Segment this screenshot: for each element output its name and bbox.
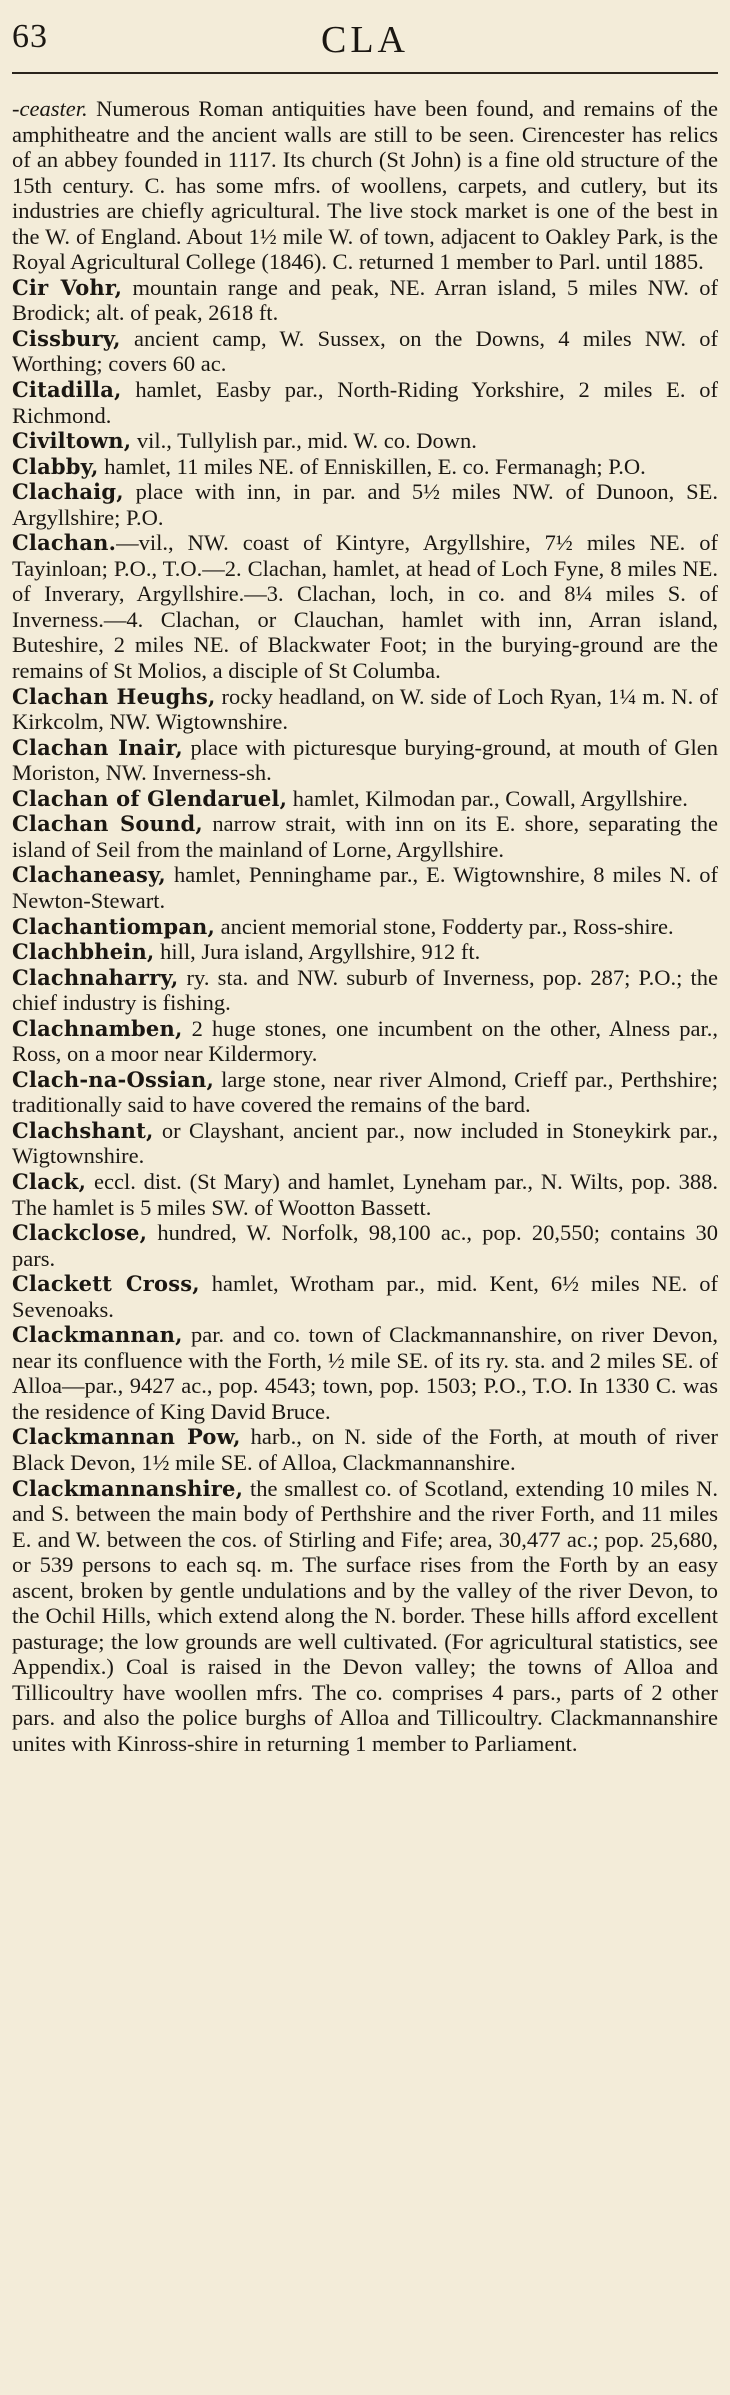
entry-text: hamlet, Easby par., North-Riding Yorkshire, 2 miles E. of Richmond. — [12, 377, 718, 428]
entry-clackmannan-pow — [12, 1424, 718, 1475]
entry-headword: Clachantiompan, — [12, 913, 216, 939]
entry-clackmannanshire — [12, 1476, 718, 1757]
entry-headword: Clachan Sound, — [12, 811, 203, 837]
entry-clackmannan — [12, 1322, 718, 1424]
entry-text: hamlet, Kilmodan par., Cowall, Argyllshire. — [287, 785, 688, 811]
entry-clach-na-ossian — [12, 1067, 718, 1118]
entry-cir-vohr — [12, 275, 718, 326]
entry-clachan-of-glendaruel — [12, 786, 718, 812]
entry-text: large stone, near river Almond, Crieff par., Perthshire; traditionally said to have covered the remains of the bard. — [12, 1066, 718, 1118]
entry-headword: Clackmannan, — [12, 1322, 183, 1348]
entry-clachnaharry — [12, 965, 718, 1016]
entry-clackclose — [12, 1220, 718, 1271]
entry-headword: Clack, — [12, 1168, 87, 1194]
entry-text: vil., Tullylish par., mid. W. co. Down. — [131, 428, 477, 454]
entry-clachshant — [12, 1118, 718, 1169]
entry-text: —vil., NW. coast of Kintyre, Argyllshire, 7½ miles NE. of Tayinloan; P.O., T.O.—2. Clachan, hamlet, at head of Loch Fyne, 8 miles NE. of Inverary, Argyllshire.—3. Clachan, loch, in co. and 8¼ miles S. of Inverness.—4. Clachan, or Clauchan, hamlet with inn, Arran island, Buteshire, 2 miles NE. of Blackwater Foot; in the burying-ground are the remains of St Molios, a disciple of St Columba. — [12, 530, 718, 684]
entry-clachnamben — [12, 1016, 718, 1067]
entry-text: place with inn, in par. and 5½ miles NW. of Dunoon, SE. Argyllshire; P.O. — [12, 479, 718, 530]
entry-headword: Cir Vohr, — [12, 274, 123, 300]
entry-headword: Clachnamben, — [12, 1015, 183, 1041]
entry-text: hundred, W. Norfolk, 98,100 ac., pop. 20,550; contains 30 pars. — [12, 1220, 718, 1271]
running-head: CLA — [321, 19, 409, 61]
entry-text: hamlet, Wrotham par., mid. Kent, 6½ miles NE. of Sevenoaks. — [12, 1271, 718, 1322]
entry-clachan-sound — [12, 811, 718, 862]
entry-headword: Clachshant, — [12, 1117, 154, 1143]
entries-column — [12, 74, 718, 1757]
entry-headword: Civiltown, — [12, 428, 132, 454]
entry-cissbury — [12, 326, 718, 377]
entry-clachaig — [12, 479, 718, 530]
entry-citadilla — [12, 377, 718, 428]
entry-headword: Clachaig, — [12, 479, 124, 505]
entry-text: the smallest co. of Scotland, extending 10 miles N. and S. between the main body of Perthshire and the river Forth, and 11 miles E. and W. between the cos. of Stirling and Fife; area, 30,477 ac.; pop. 25,680, or 539 persons to each sq. m. The surface rises from the Forth by an easy ascent, broken by gentle undulations and by the valley of the river Devon, to the Ochil Hills, which extend along the N. border. These hills afford excellent pasturage; the low grounds are well cultivated. (For agricultural statistics, see Appendix.) Coal is raised in the Devon valley; the towns of Alloa and Tillicoultry have woollen mfrs. The co. comprises 4 pars., parts of 2 other pars. and also the police burghs of Alloa and Tillicoultry. Clackmannanshire unites with Kinross-shire in returning 1 member to Parliament. — [12, 1475, 718, 1756]
entry-headword: Clachaneasy, — [12, 862, 166, 888]
entry-text: ry. sta. and NW. suburb of Inverness, pop. 287; P.O.; the chief industry is fishing. — [12, 964, 718, 1016]
entry-headword: Citadilla, — [12, 377, 122, 403]
continuation-lead: -ceaster. — [12, 96, 88, 121]
entry-text: ancient memorial stone, Fodderty par., Ross-shire. — [215, 913, 674, 939]
entry-headword: Clachnaharry, — [12, 964, 179, 990]
entry-headword: Clachbhein, — [12, 939, 155, 965]
entry-clachantiompan — [12, 914, 718, 940]
entry-text: Numerous Roman antiquities have been found, and remains of the amphitheatre and the ancient walls are still to be seen. Cirencester has relics of an abbey founded in 1117. Its church (St John) is a fine old structure of the 15th century. C. has some mfrs. of woollens, carpets, and cutlery, but its industries are chiefly agricultural. The live stock market is one of the best in the W. of England. About 1½ mile W. of town, adjacent to Oakley Park, is the Royal Agricultural College (1846). C. returned 1 member to Parl. until 1885. — [12, 96, 718, 275]
entry-text: par. and co. town of Clackmannanshire, on river Devon, near its confluence with the Forth, ½ mile SE. of its ry. sta. and 2 miles SE. of Alloa—par., 9427 ac., pop. 4543; town, pop. 1503; P.O., T.O. In 1330 C. was the residence of King David Bruce. — [12, 1322, 718, 1424]
entry-civiltown — [12, 428, 718, 454]
entry-text: narrow strait, with inn on its E. shore, separating the island of Seil from the mainland of Lorne, Argyllshire. — [12, 811, 719, 862]
entry-text: ancient camp, W. Sussex, on the Downs, 4 miles NW. of Worthing; covers 60 ac. — [12, 325, 718, 377]
entry-text: 2 huge stones, one incumbent on the other, Alness par., Ross, on a moor near Kildermory. — [12, 1015, 718, 1067]
entry-headword: Clachan. — [12, 530, 117, 556]
entry-headword: Clachan Inair, — [12, 734, 183, 760]
page-header — [12, 0, 718, 74]
entry-headword: Clackett Cross, — [12, 1271, 200, 1297]
page-number: 63 — [12, 18, 48, 55]
entry-clachan-inair — [12, 735, 718, 786]
entry-text: mountain range and peak, NE. Arran island, 5 miles NW. of Brodick; alt. of peak, 2618 ft. — [12, 274, 718, 326]
entry-clackett-cross — [12, 1271, 718, 1322]
entry-clack — [12, 1169, 718, 1220]
entry-text: rocky headland, on W. side of Loch Ryan, 1¼ m. N. of Kirkcolm, NW. Wigtownshire. — [12, 683, 718, 735]
entry-clachaneasy — [12, 862, 718, 913]
entry-text: eccl. dist. (St Mary) and hamlet, Lyneham par., N. Wilts, pop. 388. The hamlet is 5 miles SW. of Wootton Bassett. — [12, 1168, 718, 1220]
entry-headword: Clach-na-Ossian, — [12, 1066, 214, 1092]
entry-text: hamlet, Penninghame par., E. Wigtownshire, 8 miles N. of Newton-Stewart. — [12, 862, 718, 913]
entry-headword: Clackmannan Pow, — [12, 1424, 241, 1450]
entry-headword: Clachan Heughs, — [12, 683, 216, 709]
entry-text: place with picturesque burying-ground, at mouth of Glen Moriston, NW. Inverness-sh. — [12, 734, 718, 786]
entry-clachan-heughs — [12, 684, 718, 735]
entry-headword: Cissbury, — [12, 325, 121, 351]
entry-headword: Clackmannanshire, — [12, 1475, 244, 1501]
entry-text: hill, Jura island, Argyllshire, 912 ft. — [154, 939, 481, 965]
entry-headword: Clabby, — [12, 453, 99, 479]
entry-text: or Clayshant, ancient par., now included in Stoneykirk par., Wigtownshire. — [12, 1117, 718, 1169]
entry-text: hamlet, 11 miles NE. of Enniskillen, E. co. Fermanagh; P.O. — [98, 453, 646, 479]
continuation-entry — [12, 96, 718, 275]
entry-clabby — [12, 454, 718, 480]
entry-headword: Clackclose, — [12, 1220, 148, 1246]
entry-text: harb., on N. side of the Forth, at mouth of river Black Devon, 1½ mile SE. of Alloa, Clackmannanshire. — [12, 1424, 719, 1475]
entry-headword: Clachan of Glendaruel, — [12, 785, 288, 811]
entry-clachbhein — [12, 939, 718, 965]
entry-clachan — [12, 530, 718, 683]
